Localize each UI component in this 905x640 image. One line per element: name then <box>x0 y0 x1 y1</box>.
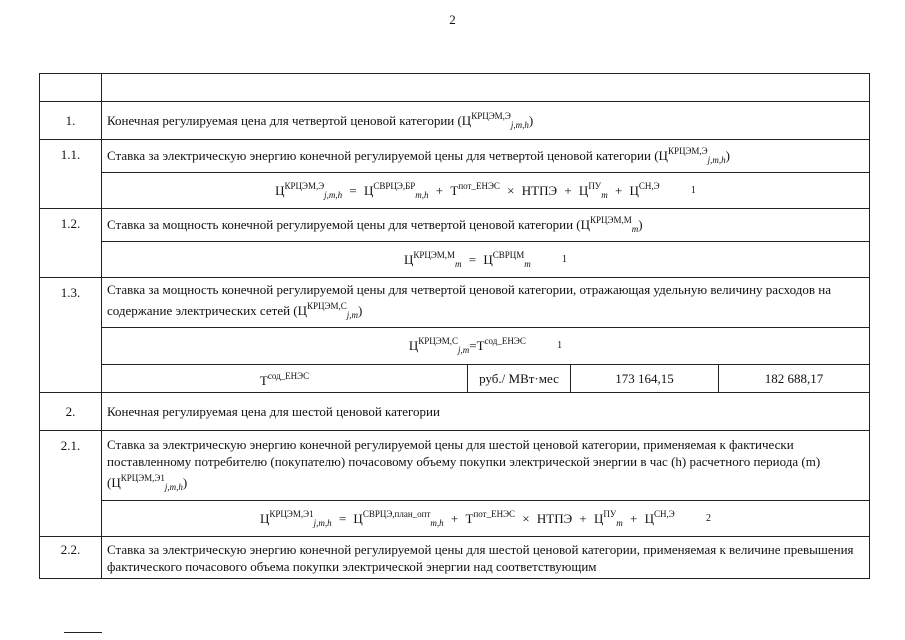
row-text: Ставка за мощность конечной регулируемой цены для четвертой ценовой категории, отражающая удельную величину расходов на содержание электрических сетей $(Ц^{КРЦЭМ,С}_{j,m})$ <box>102 278 870 328</box>
header-cell-text <box>102 74 870 102</box>
tariff-value-2: 182 688,17 <box>719 365 870 393</box>
formula-3: $Ц^{КРЦЭМ,С}_{j,m}=Т^{сод\_ЕНЭС}$ 1 <box>102 328 870 365</box>
row-text: Конечная регулируемая цена для шестой ценовой категории <box>102 393 870 431</box>
table-row <box>40 537 870 579</box>
formula-1: $Ц^{КРЦЭМ,Э}_{j,m,h} = Ц^{СВРЦЭ,БР}_{m,h} + Т^{пот\_ЕНЭС}$ × НТПЭ + $Ц^{ПУ}_m + Ц^{СН,Э}$ 1 <box>102 173 870 209</box>
footnote-ref: 1 <box>562 253 568 265</box>
row-number: 1.2. <box>40 209 102 278</box>
row-number: 2. <box>40 393 102 431</box>
formula-row <box>40 242 870 278</box>
formula-row <box>40 501 870 537</box>
tariff-value-row <box>40 365 870 393</box>
table-row <box>40 102 870 140</box>
formula-row <box>40 173 870 209</box>
row-number: 1.3. <box>40 278 102 393</box>
footnote-ref: 1 <box>690 184 696 196</box>
footnote-ref: 2 <box>705 512 711 524</box>
row-text: Ставка за электрическую энергию конечной регулируемой цены для шестой ценовой категории, применяемая к величине превышения фактического почасового объема покупки электрической энергии над соответствующим <box>102 537 870 579</box>
table-row <box>40 393 870 431</box>
footnote-separator <box>64 632 102 633</box>
formula-2: $Ц^{КРЦЭМ,М}_m = Ц^{СВРЦМ}_m$ 1 <box>102 242 870 278</box>
tariff-table <box>39 73 870 579</box>
page-number: 2 <box>449 12 456 27</box>
formula-row <box>40 328 870 365</box>
row-text: Ставка за мощность конечной регулируемой цены для четвертой ценовой категории $(Ц^{КРЦЭМ,М}_m)$ <box>102 209 870 242</box>
tariff-unit: руб./ МВт·мес <box>468 365 571 393</box>
formula-4: $Ц^{КРЦЭМ,Э1}_{j,m,h} = Ц^{СВРЦЭ,план\_опт}_{m,h} + Т^{пот\_ЕНЭС}$ × НТПЭ + $Ц^{ПУ}_m + Ц^{СН,Э}$ 2 <box>102 501 870 537</box>
footnote-ref: 1 <box>557 340 563 351</box>
row-number: 1. <box>40 102 102 140</box>
row-number: 1.1. <box>40 140 102 209</box>
tariff-label: $Т^{сод\_ЕНЭС}$ <box>102 365 468 393</box>
tariff-value-1: 173 164,15 <box>571 365 719 393</box>
row-text: Конечная регулируемая цена для четвертой ценовой категории $(Ц^{КРЦЭМ,Э}_{j,m,h})$ <box>102 102 870 140</box>
header-row <box>40 74 870 102</box>
table-row <box>40 278 870 328</box>
row-number: 2.2. <box>40 537 102 579</box>
table-row <box>40 209 870 242</box>
table-row <box>40 431 870 501</box>
row-text: Ставка за электрическую энергию конечной регулируемой цены для шестой ценовой категории, применяемая к фактически поставленному потребителю (покупателю) почасовому объему покупки электрической энергии в час (h) расчетного периода (m) $(Ц^{КРЦЭМ,Э1}_{j,m,h})$ <box>102 431 870 501</box>
table-row <box>40 140 870 173</box>
header-cell-num <box>40 74 102 102</box>
row-number: 2.1. <box>40 431 102 537</box>
row-text: Ставка за электрическую энергию конечной регулируемой цены для четвертой ценовой категории $(Ц^{КРЦЭМ,Э}_{j,m,h})$ <box>102 140 870 173</box>
